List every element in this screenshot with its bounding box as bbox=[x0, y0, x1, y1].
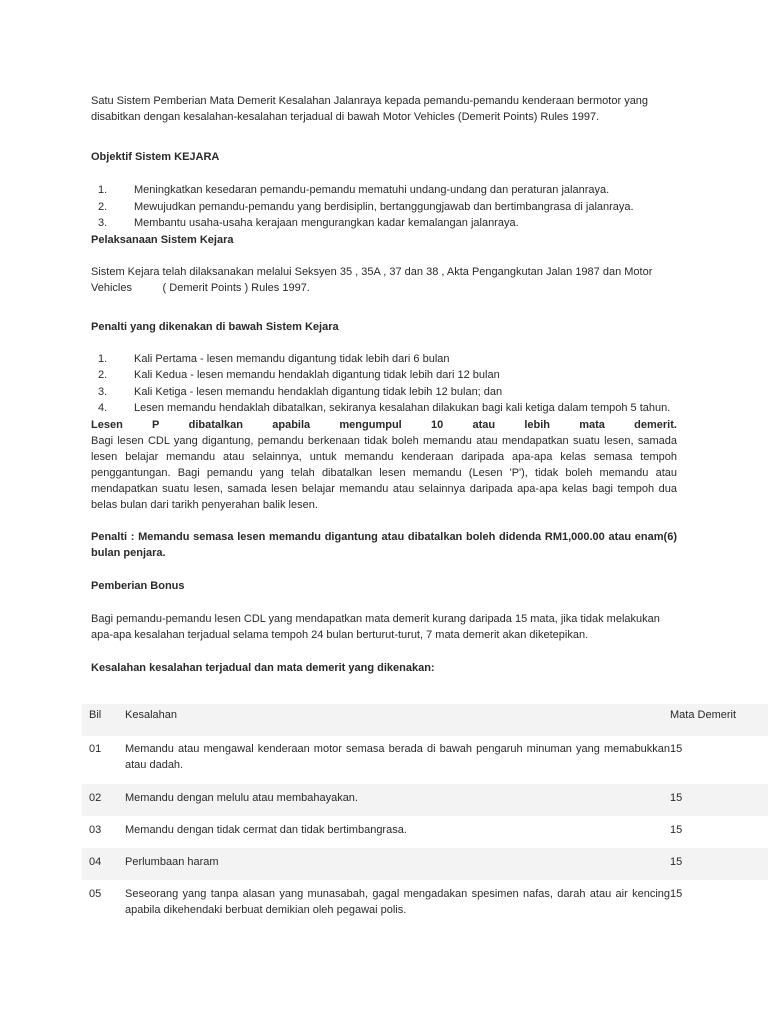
lesen-cdl-paragraph: Bagi lesen CDL yang digantung, pemandu berkenaan tidak boleh memandu atau mendapatkan suatu lesen, samada lesen belajar memandu atau selainnya, untuk memandu kenderaan daripada apa-apa kelas semasa tempoh penggantungan. Bagi pemandu yang telah dibatalkan lesen memandu (Lesen 'P'), tidak boleh memandu atau mendapatkan suatu lesen, samada lesen belajar memandu atau selainnya daripada apa-apa kelas bagi tempoh dua belas bulan dari tarikh penyerahan balik lesen. bbox=[91, 434, 677, 511]
intro-paragraph: Satu Sistem Pemberian Mata Demerit Kesalahan Jalanraya kepada pemandu-pemandu kenderaan bermotor yang disabitkan dengan kesalahan-kesalahan terjadual di bawah Motor Vehicles (Demerit Points) Rules 1997. bbox=[91, 95, 649, 123]
table-row: 02 Memandu dengan melulu atau membahayakan. 15 bbox=[82, 784, 768, 816]
list-item: 4. Lesen memandu hendaklah dibatalkan, sekiranya kesalahan dilakukan bagi kali ketiga dalam tempoh 5 tahun. bbox=[98, 402, 671, 414]
bonus-heading: Pemberian Bonus bbox=[91, 579, 185, 592]
penalti-list bbox=[91, 351, 677, 417]
objektif-heading: Objektif Sistem KEJARA bbox=[91, 151, 220, 163]
table-row: 04 Perlumbaan haram 15 bbox=[82, 848, 768, 880]
pelaksanaan-heading: Pelaksanaan Sistem Kejara bbox=[91, 233, 234, 246]
table-row: 01 Memandu atau mengawal kenderaan motor semasa berada di bawah pengaruh minuman yang memabukkan atau dadah. 15 bbox=[89, 743, 683, 771]
list-item: 3. Kali Ketiga - lesen memandu hendaklah digantung tidak lebih 12 bulan; dan bbox=[98, 385, 503, 398]
bonus-paragraph: Bagi pemandu-pemandu lesen CDL yang mendapatkan mata demerit kurang daripada 15 mata, jika tidak melakukan apa-apa kesalahan terjadual selama tempoh 24 bulan berturut-turut, 7 mata demerit akan diketepikan. bbox=[91, 612, 660, 641]
pelaksanaan-paragraph: Sistem Kejara telah dilaksanakan melalui Seksyen 35 , 35A , 37 dan 38 , Akta Pengangkutan Jalan 1987 dan Motor Vehicles ( Demerit Points ) Rules 1997. bbox=[91, 265, 653, 294]
list-item: 2. Mewujudkan pemandu-pemandu yang berdisiplin, bertanggungjawab dan bertimbangrasa di jalanraya. bbox=[98, 200, 634, 213]
table-row: 03 Memandu dengan tidak cermat dan tidak bertimbangrasa. 15 bbox=[89, 824, 683, 836]
table-header-row bbox=[82, 704, 768, 736]
kesalahan-heading: Kesalahan kesalahan terjadual dan mata demerit yang dikenakan: bbox=[91, 661, 435, 674]
list-item: 1. Kali Pertama - lesen memandu digantung tidak lebih dari 6 bulan bbox=[98, 352, 450, 365]
lesen-p-line: Lesen P dibatalkan apabila mengumpul 10 atau lebih mata demerit. bbox=[91, 418, 677, 431]
header-mata-demerit: Mata Demerit bbox=[670, 709, 737, 721]
list-item: 2. Kali Kedua - lesen memandu hendaklah digantung tidak lebih dari 12 bulan bbox=[98, 369, 500, 381]
table-row: 05 Seseorang yang tanpa alasan yang munasabah, gagal mengadakan spesimen nafas, darah atau air kencing apabila dikehendaki berbuat demikian oleh pegawai polis. 15 bbox=[89, 888, 683, 916]
list-item: 1. Meningkatkan kesedaran pemandu-pemandu mematuhi undang-undang dan peraturan jalanraya. bbox=[98, 184, 610, 196]
document-body bbox=[91, 93, 677, 676]
header-kesalahan: Kesalahan bbox=[125, 709, 177, 721]
kesalahan-table bbox=[82, 704, 768, 924]
header-bil: Bil bbox=[89, 709, 102, 721]
penalti-list-heading: Penalti yang dikenakan di bawah Sistem Kejara bbox=[91, 320, 339, 333]
penalti-note: Penalti : Memandu semasa lesen memandu digantung atau dibatalkan boleh didenda RM1,000.00 atau enam(6) bulan penjara. bbox=[91, 530, 677, 559]
objektif-list bbox=[91, 182, 677, 232]
list-item: 3. Membantu usaha-usaha kerajaan mengurangkan kadar kemalangan jalanraya. bbox=[98, 217, 519, 229]
